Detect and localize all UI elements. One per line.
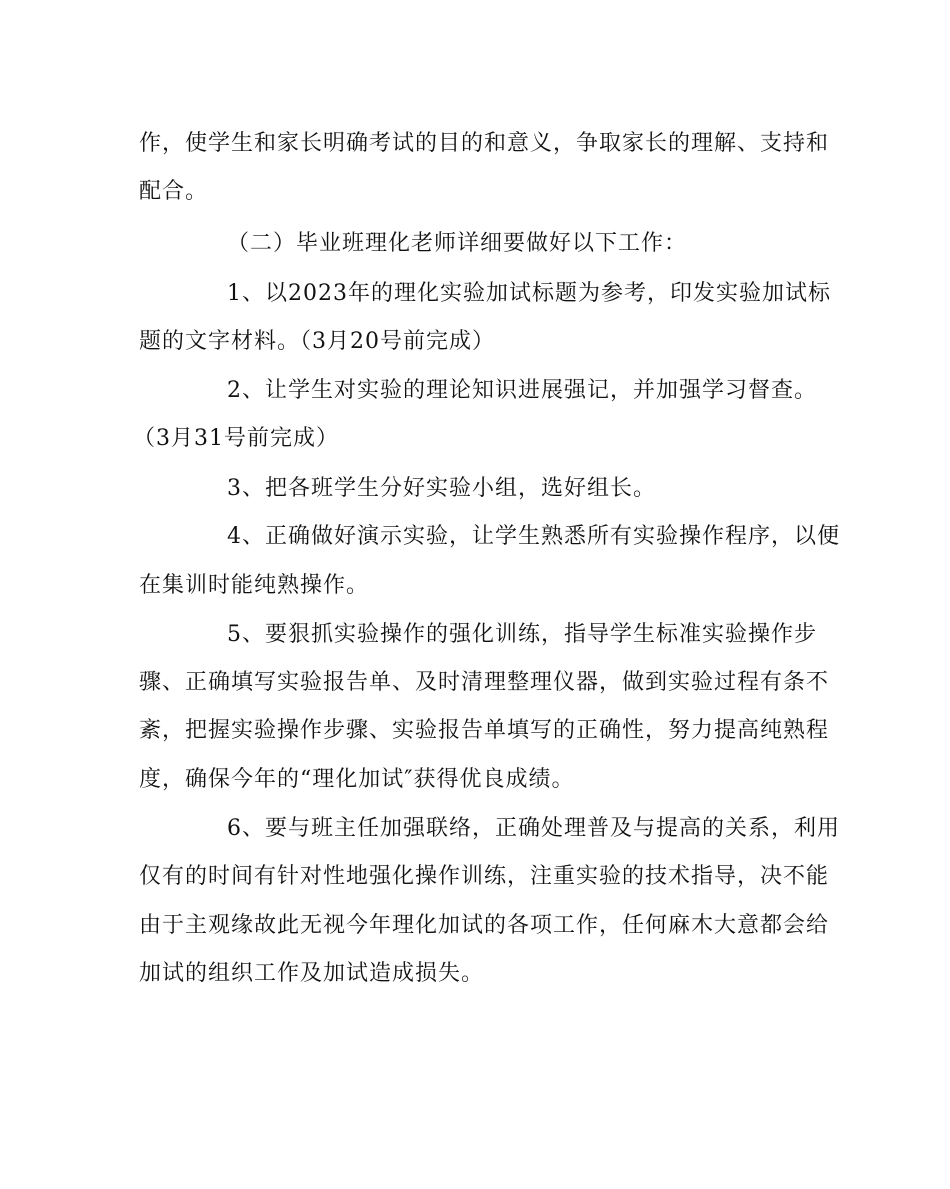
list-item-line: 5、要狠抓实验操作的强化训练，指导学生标准实验操作步 xyxy=(227,622,817,647)
list-item-line: 骤、正确填写实验报告单、及时清理整理仪器，做到实验过程有条不 xyxy=(139,670,830,695)
list-item-line: 由于主观缘故此无视今年理化加试的各项工作，任何麻木大意都会给 xyxy=(139,913,830,938)
list-item-line: 1、以2023年的理化实验加试标题为参考，印发实验加试标 xyxy=(227,281,831,306)
list-item-line: 在集训时能纯熟操作。 xyxy=(139,573,370,598)
list-item-line: 3、把各班学生分好实验小组，选好组长。 xyxy=(227,476,656,501)
list-item-line: 紊，把握实验操作步骤、实验报告单填写的正确性，努力提高纯熟程 xyxy=(139,718,830,743)
list-item-line: 度，确保今年的“理化加试″获得优良成绩。 xyxy=(139,767,575,792)
body-text-line: 配合。 xyxy=(139,179,209,204)
list-item-line: 仅有的时间有针对性地强化操作训练，注重实验的技术指导，决不能 xyxy=(139,864,830,889)
list-item-line: 加试的组织工作及加试造成损失。 xyxy=(139,961,485,986)
list-item-line: 2、让学生对实验的理论知识进展强记，并加强学习督查。 xyxy=(227,378,817,403)
list-item-line: 题的文字材料。（3月20号前完成） xyxy=(139,329,495,354)
section-heading: （二）毕业班理化老师详细要做好以下工作： xyxy=(227,231,688,256)
list-item-line: （3月31号前完成） xyxy=(133,426,339,451)
list-item-line: 6、要与班主任加强联络，正确处理普及与提高的关系，利用 xyxy=(227,816,840,841)
list-item-line: 4、正确做好演示实验，让学生熟悉所有实验操作程序，以便 xyxy=(227,524,840,549)
body-text-line: 作，使学生和家长明确考试的目的和意义，争取家长的理解、支持和 xyxy=(139,131,830,156)
